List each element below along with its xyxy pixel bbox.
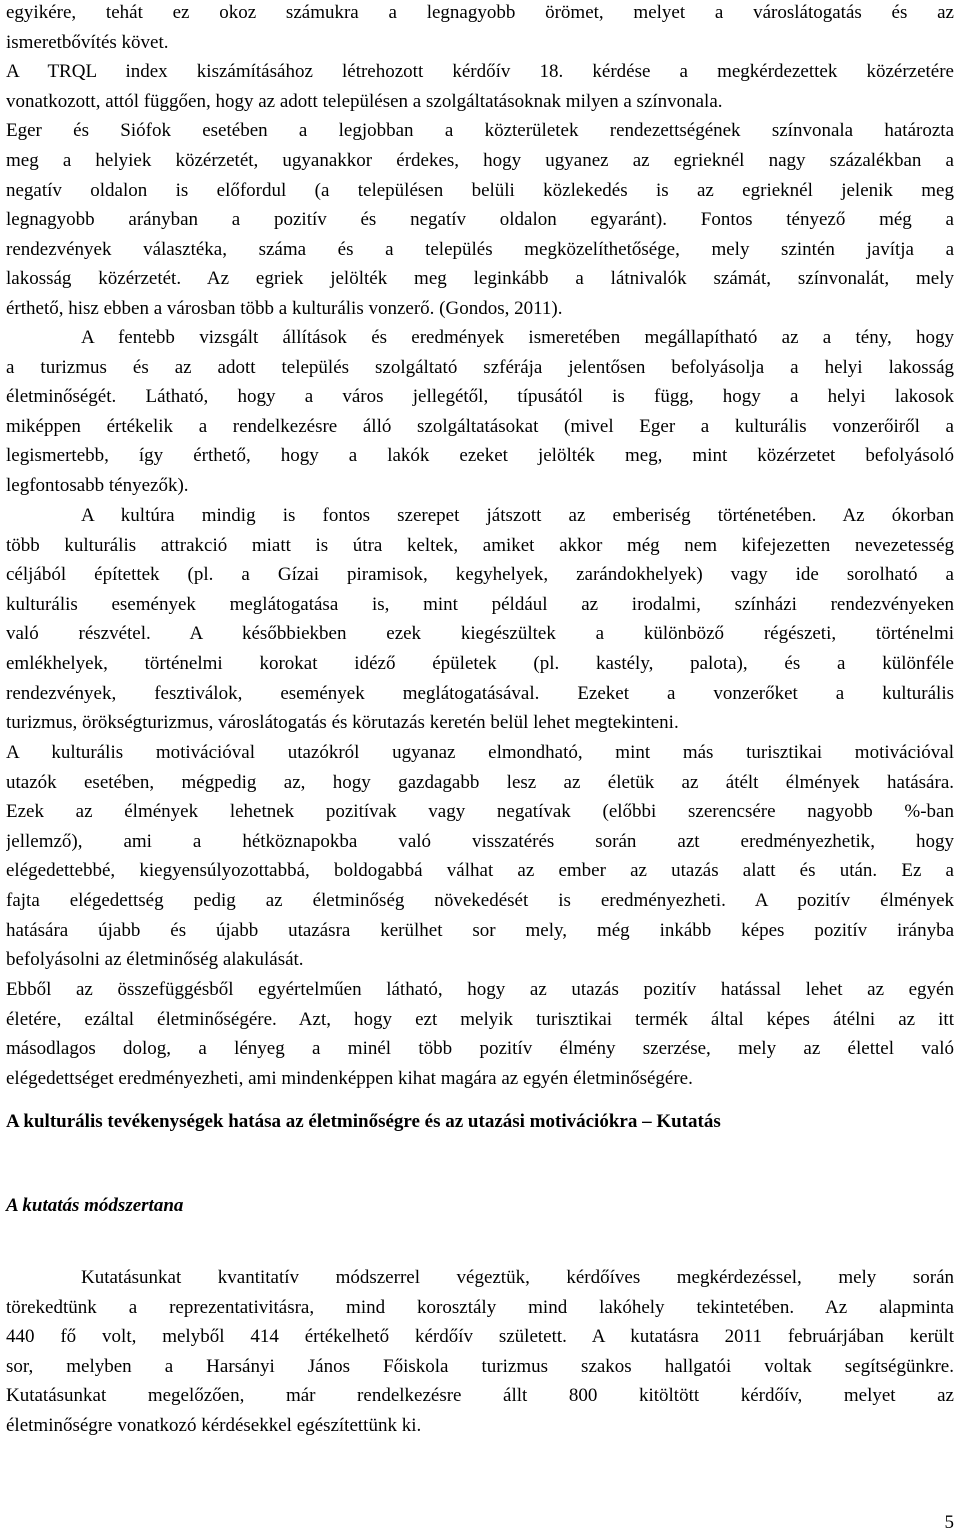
text-line: céljából építettek (pl. a Gízai piramisok, kegyhelyek, zarándokhelyek) vagy ide sorolható a bbox=[6, 564, 954, 586]
paragraph-1 bbox=[6, 0, 954, 324]
paragraph-4 bbox=[6, 738, 954, 975]
text-line: rendezvények, fesztiválok, események meglátogatásával. Ezeket a vonzerőket a kulturális bbox=[6, 682, 954, 704]
text-line: befolyásolni az életminőség alakulását. bbox=[6, 949, 304, 971]
text-line: lakosság közérzetét. Az egriek jelölték meg leginkább a látnivalók számát, színvonalát, mely bbox=[6, 268, 954, 290]
text-line: fajta elégedettség pedig az életminőség növekedését is eredményezheti. A pozitív élmények bbox=[6, 889, 954, 911]
text-line: utazók esetében, mégpedig az, hogy gazdagabb lesz az életük az átélt élmények hatására. bbox=[6, 771, 954, 793]
text-line: kulturális események meglátogatása is, mint például az irodalmi, színházi rendezvényeken bbox=[6, 593, 954, 615]
text-line: A kultúra mindig is fontos szerepet játszott az emberiség történetében. Az ókorban bbox=[81, 505, 954, 526]
text-line: Kutatásunkat megelőzően, már rendelkezésre állt 800 kitöltött kérdőív, melyet az bbox=[6, 1385, 954, 1407]
text-line: sor, melyben a Harsányi János Főiskola turizmus szakos hallgatói voltak segítségünkre. bbox=[6, 1355, 954, 1377]
page-number: 5 bbox=[944, 1512, 954, 1533]
text-line: rendezvények választéka, száma és a település megközelíthetősége, mely szintén javítja a bbox=[6, 238, 954, 260]
paragraph-2 bbox=[6, 323, 954, 501]
text-line: elégedettséget eredményezheti, ami mindenképpen kihat magára az egyén életminőségére. bbox=[6, 1067, 693, 1089]
text-line: törekedtünk a reprezentativitásra, mind korosztály mind lakóhely tekintetében. Az alapminta bbox=[6, 1296, 954, 1318]
text-line: egyikére, tehát ez okoz számukra a legnagyobb örömet, melyet a városlátogatás és az bbox=[6, 2, 954, 23]
text-line: ismeretbővítés követ. bbox=[6, 31, 169, 53]
text-line: elégedettebbé, kiegyensúlyozottabbá, boldogabbá válhat az ember az utazás alatt és után. Ez a bbox=[6, 860, 954, 882]
text-line: több kulturális attrakció miatt is útra keltek, amiket akkor még nem kifejezetten nevezetesség bbox=[6, 534, 954, 556]
text-line: Kutatásunkat kvantitatív módszerrel végeztük, kérdőíves megkérdezéssel, mely során bbox=[81, 1267, 954, 1288]
text-line: A fentebb vizsgált állítások és eredmények ismeretében megállapítható az a tény, hogy bbox=[81, 327, 954, 348]
text-line: 440 fő volt, melyből 414 értékelhető kérdőív született. A kutatásra 2011 februárjában került bbox=[6, 1326, 954, 1348]
text-line: legnagyobb arányban a pozitív és negatív oldalon egyaránt). Fontos tényező még a bbox=[6, 209, 954, 231]
text-line: A kulturális motivációval utazókról ugyanaz elmondható, mint más turisztikai motivációval bbox=[6, 742, 954, 763]
text-line: miképpen értékelik a rendelkezésre álló szolgáltatásokat (mivel Eger a kulturális vonzerőiről a bbox=[6, 415, 954, 437]
paragraph-5 bbox=[6, 975, 954, 1093]
text-line: érthető, hisz ebben a városban több a kulturális vonzerő. (Gondos, 2011). bbox=[6, 297, 563, 319]
text-line: hatására újabb és újabb utazásra kerülhet sor mely, még inkább képes pozitív irányba bbox=[6, 919, 954, 941]
text-line: legismertebb, így érthető, hogy a lakók ezeket jelölték meg, mint közérzetet befolyásoló bbox=[6, 445, 954, 467]
text-line: negatív oldalon is előfordul (a településen belüli közlekedés is az egrieknél jelenik meg bbox=[6, 179, 954, 201]
text-line: másodlagos dolog, a lényeg a minél több pozitív élmény szerzése, mely az élettel való bbox=[6, 1038, 954, 1060]
section-heading: A kulturális tevékenységek hatása az életminőségre és az utazási motivációkra – Kutatás bbox=[6, 1111, 721, 1132]
paragraph-6 bbox=[6, 1263, 954, 1441]
text-line: életére, ezáltal életminőségére. Azt, hogy ezt melyik turisztikai termék által képes átélni az itt bbox=[6, 1008, 954, 1030]
text-line: a turizmus és az adott település szolgáltató szférája jelentősen befolyásolja a helyi lakosság bbox=[6, 356, 954, 378]
paragraph-3 bbox=[6, 501, 954, 738]
text-line: meg a helyiek közérzetét, ugyanakkor érdekes, hogy ugyanez az egrieknél nagy százalékban a bbox=[6, 149, 954, 171]
text-line: A TRQL index kiszámításához létrehozott kérdőív 18. kérdése a megkérdezettek közérzetére bbox=[6, 61, 954, 83]
text-line: Eger és Siófok esetében a legjobban a közterületek rendezettségének színvonala határozta bbox=[6, 120, 954, 142]
text-line: életminőségét. Látható, hogy a város jellegétől, típusától is függ, hogy a helyi lakosok bbox=[6, 386, 954, 408]
text-line: Ebből az összefüggésből egyértelműen látható, hogy az utazás pozitív hatással lehet az egyén bbox=[6, 979, 954, 1000]
text-line: turizmus, örökségturizmus, városlátogatás és körutazás keretén belül lehet megtekinteni. bbox=[6, 712, 679, 734]
text-line: Ezek az élmények lehetnek pozitívak vagy negatívak (előbbi szerencsére nagyobb %-ban bbox=[6, 801, 954, 823]
text-line: vonatkozott, attól függően, hogy az adott településen a szolgáltatásoknak milyen a színvonala. bbox=[6, 90, 723, 112]
text-line: legfontosabb tényezők). bbox=[6, 474, 189, 496]
text-line: emlékhelyek, történelmi korokat idéző épületek (pl. kastély, palota), és a különféle bbox=[6, 652, 954, 674]
text-line: való részvétel. A későbbiekben ezek kiegészültek a különböző régészeti, történelmi bbox=[6, 623, 954, 645]
text-line: jellemző), ami a hétköznapokba való visszatérés során azt eredményezhetik, hogy bbox=[6, 830, 954, 852]
section-subheading: A kutatás módszertana bbox=[6, 1195, 184, 1216]
text-line: életminőségre vonatkozó kérdésekkel egészítettünk ki. bbox=[6, 1414, 422, 1436]
